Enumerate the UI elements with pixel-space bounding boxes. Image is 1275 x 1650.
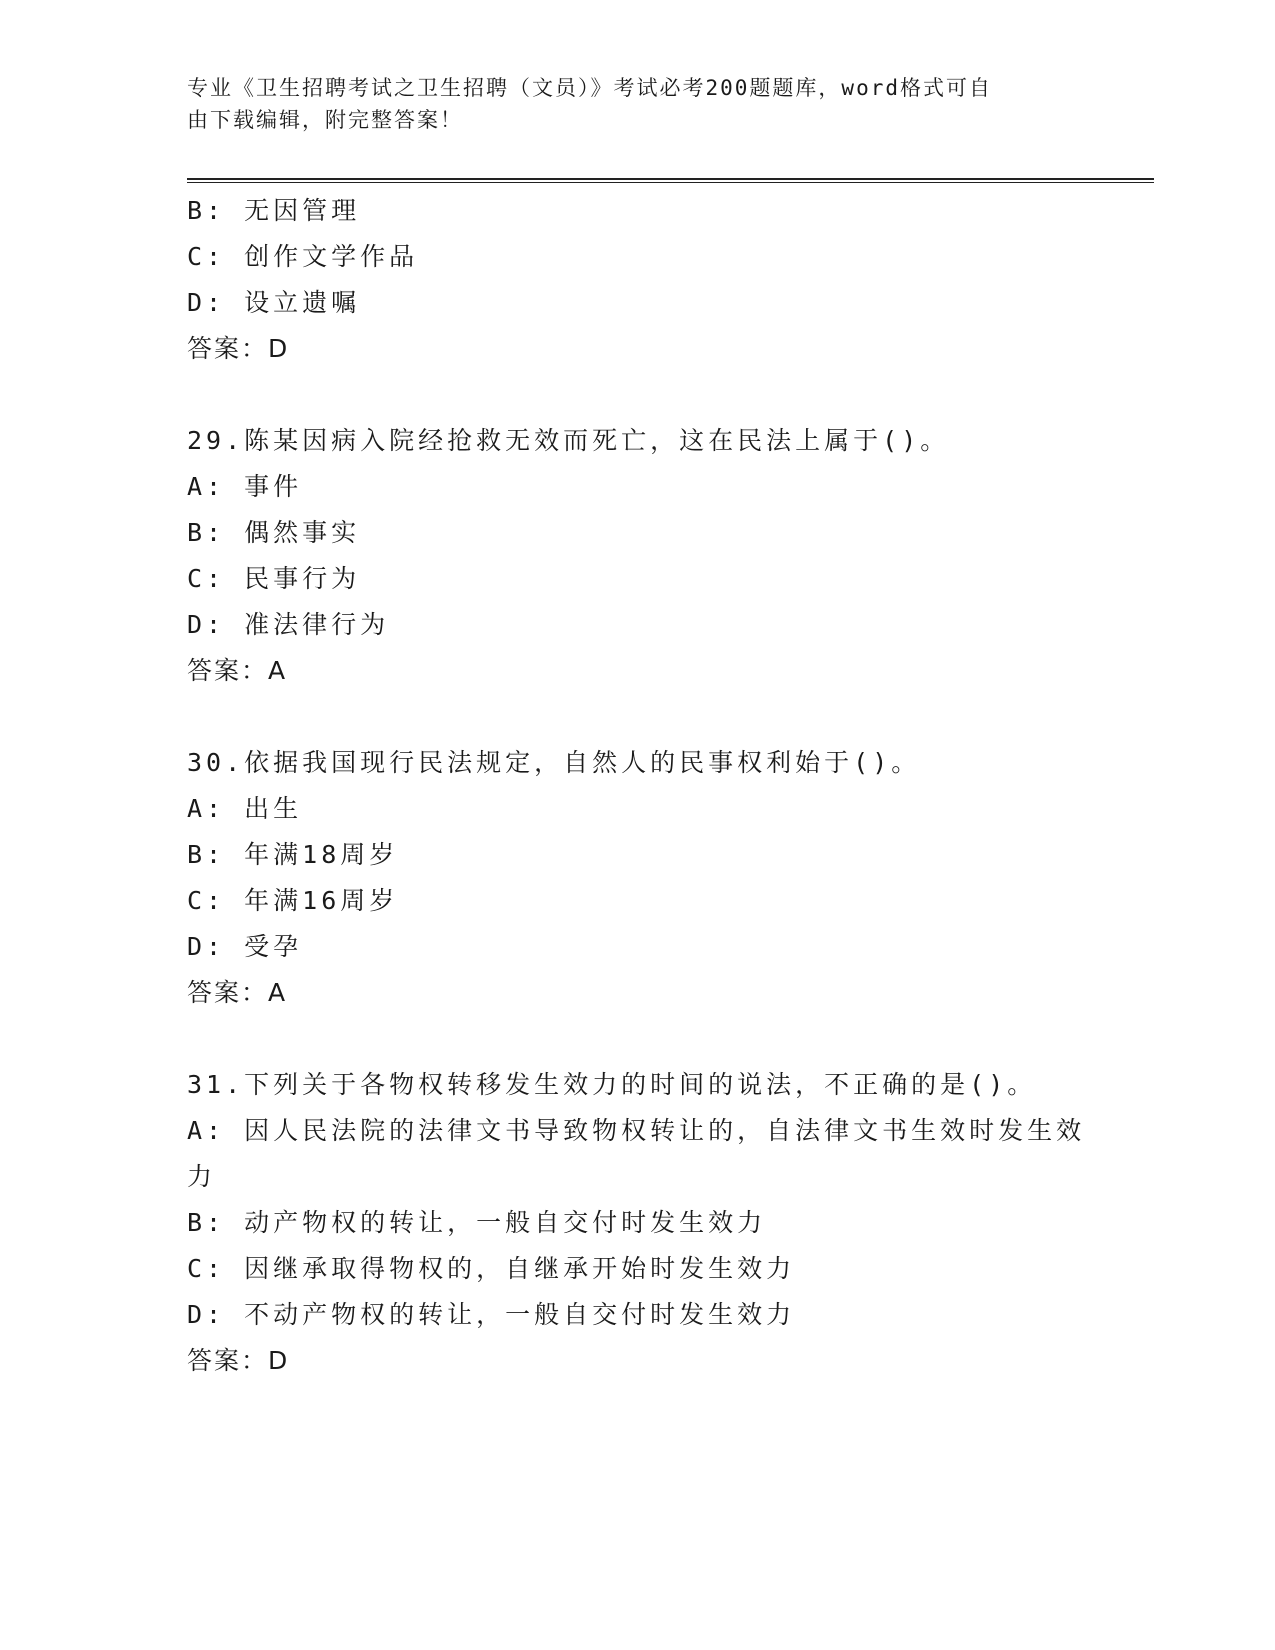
question-29 [187, 418, 1087, 694]
header-line-2: 由下载编辑，附完整答案！ [187, 108, 463, 132]
answer-line: 答案：D [187, 334, 290, 363]
option-b: B: 年满18周岁 [187, 840, 399, 869]
option-a: A: 事件 [187, 472, 303, 501]
option-d: D: 设立遗嘱 [187, 288, 361, 317]
answer-line: 答案：A [187, 656, 288, 685]
option-c: C: 民事行为 [187, 564, 361, 593]
answer-line: 答案：D [187, 1346, 290, 1375]
option-d: D: 准法律行为 [187, 610, 390, 639]
document-header [187, 72, 1067, 136]
option-d: D: 不动产物权的转让，一般自交付时发生效力 [187, 1300, 796, 1329]
question-28-continued [187, 188, 1087, 372]
header-divider [187, 178, 1154, 183]
option-c: C: 年满16周岁 [187, 886, 399, 915]
spacer [187, 372, 1087, 418]
spacer [187, 1016, 1087, 1062]
option-b: B: 无因管理 [187, 196, 361, 225]
option-b: B: 偶然事实 [187, 518, 361, 547]
question-30 [187, 740, 1087, 1016]
question-stem: 31.下列关于各物权转移发生效力的时间的说法，不正确的是()。 [187, 1070, 1037, 1099]
option-c: C: 因继承取得物权的，自继承开始时发生效力 [187, 1254, 796, 1283]
option-c: C: 创作文学作品 [187, 242, 419, 271]
option-a: A: 出生 [187, 794, 303, 823]
option-a: A: 因人民法院的法律文书导致物权转让的，自法律文书生效时发生效力 [187, 1116, 1086, 1191]
question-stem: 30.依据我国现行民法规定，自然人的民事权利始于()。 [187, 748, 921, 777]
header-line-1: 专业《卫生招聘考试之卫生招聘（文员）》考试必考200题题库，word格式可自 [187, 76, 992, 100]
answer-line: 答案：A [187, 978, 288, 1007]
question-stem: 29.陈某因病入院经抢救无效而死亡，这在民法上属于()。 [187, 426, 950, 455]
question-list [187, 188, 1087, 1384]
option-b: B: 动产物权的转让，一般自交付时发生效力 [187, 1208, 767, 1237]
question-31 [187, 1062, 1087, 1384]
spacer [187, 694, 1087, 740]
option-d: D: 受孕 [187, 932, 303, 961]
